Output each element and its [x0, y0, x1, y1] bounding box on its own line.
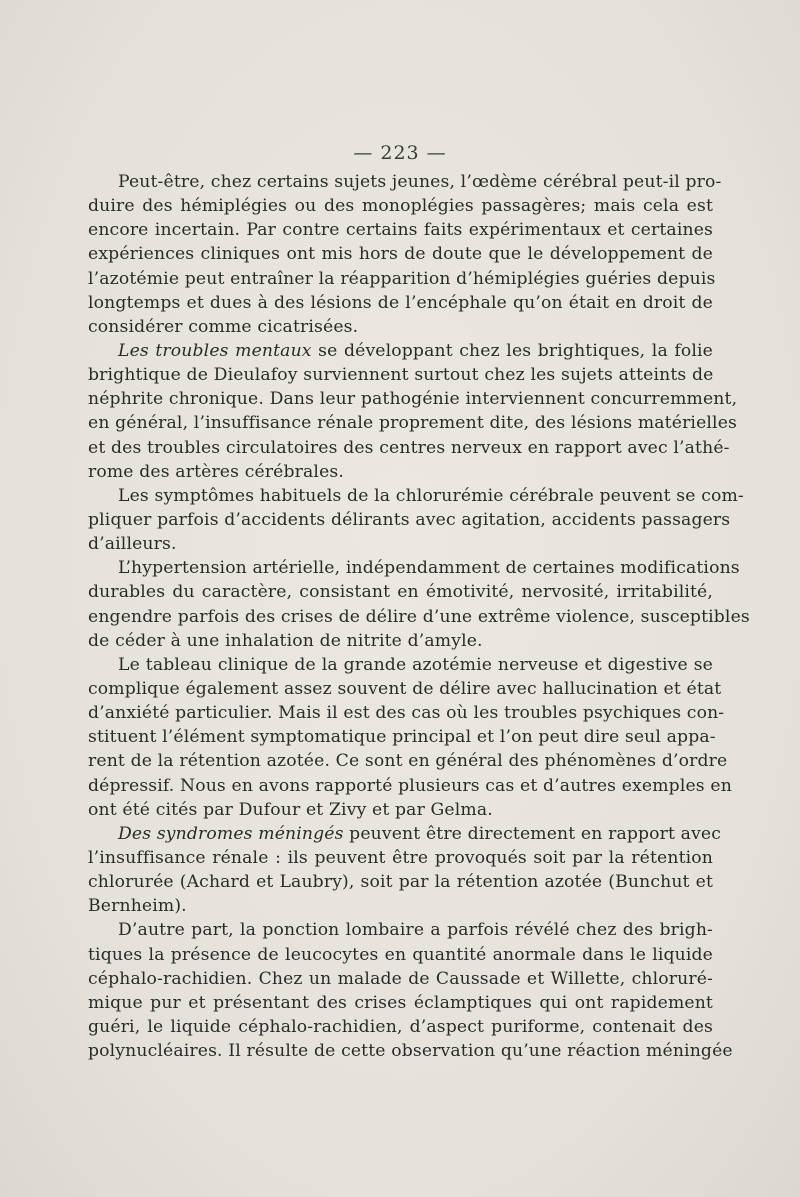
paragraph: [88, 918, 733, 1063]
text-line: L’hypertension artérielle, indépendamment de certaines modifications: [118, 558, 740, 579]
text-line: rent de la rétention azotée. Ce sont en général des phénomènes d’ordre: [88, 751, 728, 772]
text-line: céphalo-rachidien. Chez un malade de Caussade et Willette, chloruré-: [88, 968, 713, 989]
body-text: [88, 170, 750, 1063]
text-line: engendre parfois des crises de délire d’une extrême violence, susceptibles: [88, 606, 750, 627]
text-line: Les symptômes habituels de la chlorurémie cérébrale peuvent se com-: [118, 485, 744, 506]
text-line: guéri, le liquide céphalo-rachidien, d’aspect puriforme, contenait des: [88, 1016, 713, 1037]
paragraph: [88, 484, 744, 556]
text-line: expériences cliniques ont mis hors de doute que le développement de: [88, 244, 713, 265]
text-line: durables du caractère, consistant en émotivité, nervosité, irritabilité,: [88, 582, 713, 603]
text-line: stituent l’élément symptomatique principal et l’on peut dire seul appa-: [88, 727, 716, 748]
text-line: mique pur et présentant des crises éclamptiques qui ont rapidement: [88, 992, 713, 1013]
text-line: [88, 339, 713, 363]
text-line: l’insuffisance rénale : ils peuvent être provoqués soit par la rétention: [88, 847, 713, 868]
text-line: [88, 822, 722, 846]
text-line: pliquer parfois d’accidents délirants avec agitation, accidents passagers: [88, 509, 731, 530]
text-line: polynucléaires. Il résulte de cette observation qu’une réaction méningée: [88, 1041, 733, 1062]
text-line: Le tableau clinique de la grande azotémie nerveuse et digestive se: [118, 654, 713, 675]
page-number: — 223 —: [353, 142, 447, 164]
text-line: l’azotémie peut entraîner la réapparition d’hémiplégies guéries depuis: [88, 268, 716, 289]
paragraph: [88, 556, 750, 653]
paragraph: [88, 822, 722, 919]
text-line: considérer comme cicatrisées.: [88, 316, 359, 337]
line-text: se développant chez les brightiques, la folie: [311, 340, 713, 361]
italic-heading: Des syndromes méningés: [118, 823, 344, 844]
text-line: dépressif. Nous en avons rapporté plusieurs cas et d’autres exemples en: [88, 775, 732, 796]
paragraph: [88, 653, 732, 822]
text-line: ont été cités par Dufour et Zivy et par Gelma.: [88, 799, 493, 820]
text-line: longtemps et dues à des lésions de l’encéphale qu’on était en droit de: [88, 292, 713, 313]
text-line: d’ailleurs.: [88, 534, 177, 555]
text-line: Peut-être, chez certains sujets jeunes, l’œdème cérébral peut-il pro-: [118, 172, 722, 192]
text-line: d’anxiété particulier. Mais il est des cas où les troubles psychiques con-: [88, 703, 725, 724]
line-text: peuvent être directement en rapport avec: [343, 823, 722, 844]
text-line: de céder à une inhalation de nitrite d’amyle.: [88, 630, 483, 651]
text-line: D’autre part, la ponction lombaire a parfois révélé chez des brigh-: [118, 920, 713, 941]
text-line: en général, l’insuffisance rénale proprement dite, des lésions matérielles: [88, 413, 737, 434]
italic-heading: Les troubles mentaux: [118, 340, 312, 361]
text-line: et des troubles circulatoires des centres nerveux en rapport avec l’athé-: [88, 437, 730, 458]
text-line: Bernheim).: [88, 896, 187, 917]
text-line: complique également assez souvent de délire avec hallucination et état: [88, 678, 722, 699]
text-line: rome des artères cérébrales.: [88, 461, 344, 482]
text-line: duire des hémiplégies ou des monoplégies passagères; mais cela est: [88, 196, 713, 217]
text-line: encore incertain. Par contre certains faits expérimentaux et certaines: [88, 220, 713, 241]
text-line: tiques la présence de leucocytes en quantité anormale dans le liquide: [88, 944, 713, 965]
text-line: brightique de Dieulafoy surviennent surtout chez les sujets atteints de: [88, 365, 714, 386]
paragraph: [88, 339, 738, 484]
text-line: chlorurée (Achard et Laubry), soit par la rétention azotée (Bunchut et: [88, 872, 713, 893]
text-line: néphrite chronique. Dans leur pathogénie interviennent concurremment,: [88, 389, 738, 410]
paragraph: [88, 170, 722, 339]
